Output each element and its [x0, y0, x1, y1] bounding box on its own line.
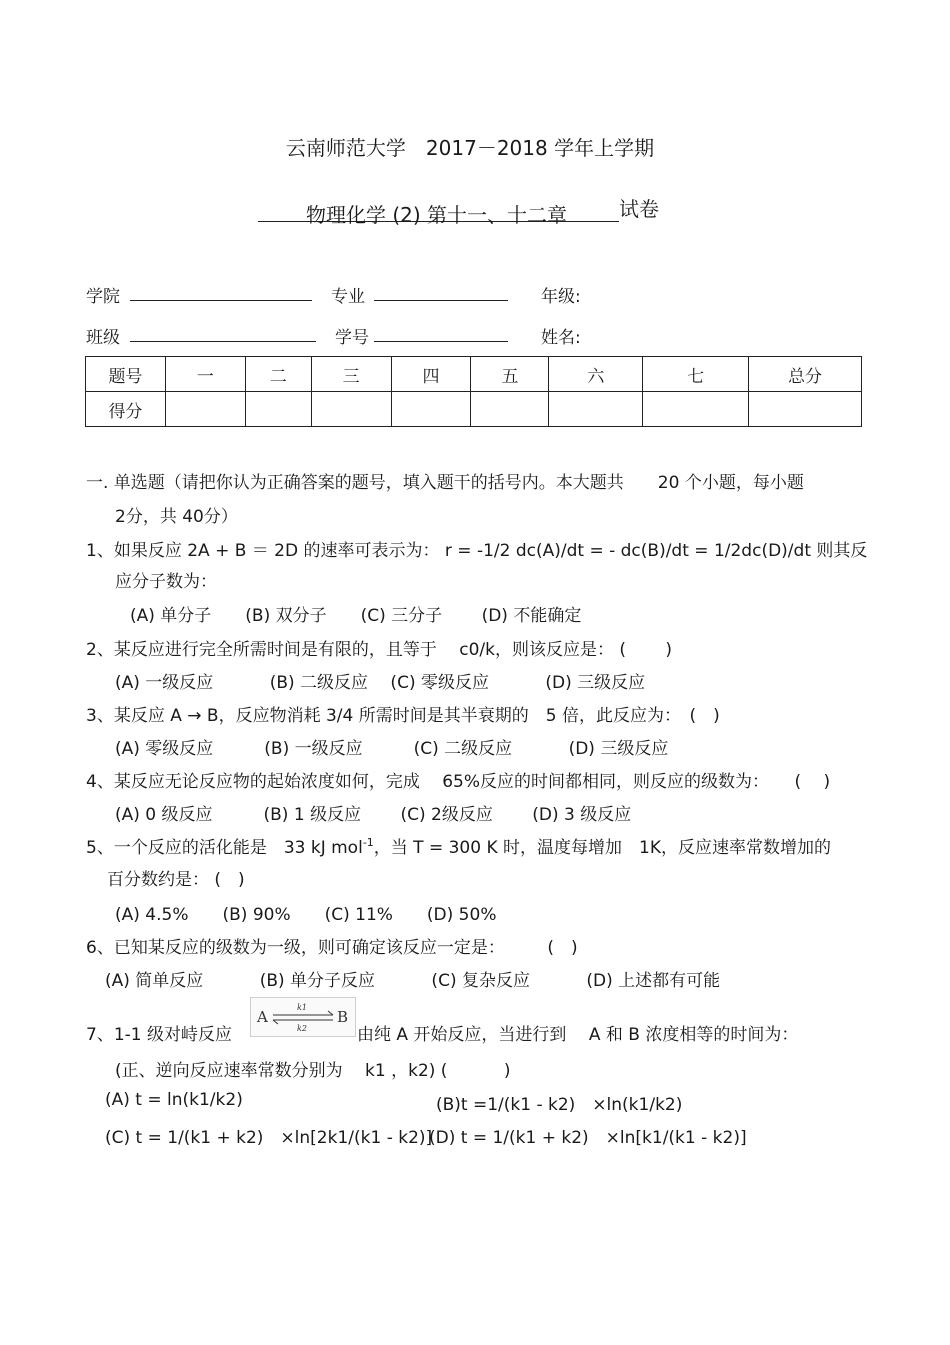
q7-stem-suffix: 由纯 A 开始反应，当进行到 A 和 B 浓度相等的时间为： [357, 1025, 799, 1045]
section-intro-line2: 2分，共 40分） [115, 507, 238, 527]
q5-exponent: -1 [362, 836, 374, 849]
college-label: 学院 [86, 287, 120, 307]
score-cell[interactable] [471, 392, 549, 427]
reaction-arrow-icon [251, 998, 355, 1036]
q6-stem: 6、已知某反应的级数为一级，则可确定该反应一定是： ( ) [86, 938, 578, 958]
score-cell[interactable] [391, 392, 471, 427]
name-label: 姓名: [541, 328, 581, 348]
title-suffix: 试卷 [619, 197, 660, 221]
score-header-cell: 一 [165, 357, 245, 392]
k-forward-label: k1 [297, 1003, 307, 1012]
score-cell[interactable] [549, 392, 643, 427]
score-header-cell: 六 [549, 357, 643, 392]
score-cell[interactable] [643, 392, 749, 427]
class-label: 班级 [86, 328, 120, 348]
exam-header: 云南师范大学 2017－2018 学年上学期 [285, 136, 655, 160]
score-header-cell: 二 [245, 357, 311, 392]
score-value-row [86, 392, 862, 427]
q7-stem-cont: (正、逆向反应速率常数分别为 k1 ，k2) ( ) [115, 1061, 511, 1081]
score-header-cell: 三 [311, 357, 391, 392]
q4-options: (A) 0 级反应 (B) 1 级反应 (C) 2级反应 (D) 3 级反应 [115, 805, 632, 825]
q7-stem-prefix: 7、1-1 级对峙反应 [86, 1025, 232, 1045]
score-cell[interactable] [245, 392, 311, 427]
score-header-row [86, 357, 862, 392]
q7-option-b: (B)t =1/(k1 - k2) ×ln(k1/k2) [436, 1095, 683, 1115]
major-label: 专业 [331, 287, 365, 307]
q3-options: (A) 零级反应 (B) 一级反应 (C) 二级反应 (D) 三级反应 [115, 739, 669, 759]
score-header-cell: 四 [391, 357, 471, 392]
reversible-reaction-image [250, 997, 356, 1037]
q1-stem-cont: 应分子数为： [115, 572, 217, 592]
q5-stem [86, 833, 831, 858]
q2-stem: 2、某反应进行完全所需时间是有限的，且等于 c0/k，则该反应是： ( ) [86, 640, 673, 660]
k-backward-label: k2 [297, 1024, 307, 1033]
title-blank-left [258, 199, 306, 222]
score-cell[interactable] [311, 392, 391, 427]
score-header-cell: 五 [471, 357, 549, 392]
class-field[interactable] [130, 340, 316, 342]
q4-stem: 4、某反应无论反应物的起始浓度如何，完成 65%反应的时间都相同，则反应的级数为： ( ) [86, 772, 831, 792]
q7-option-d: (D) t = 1/(k1 + k2) ×ln[k1/(k1 - k2)] [429, 1128, 747, 1148]
q6-options: (A) 简单反应 (B) 单分子反应 (C) 复杂反应 (D) 上述都有可能 [105, 971, 721, 991]
reactant-label: A [257, 1008, 268, 1026]
course-name: 物理化学 (2) 第十一、十二章 [306, 199, 567, 222]
q7-option-c: (C) t = 1/(k1 + k2) ×ln[2k1/(k1 - k2)] [105, 1128, 433, 1148]
q3-stem: 3、某反应 A → B，反应物消耗 3/4 所需时间是其半衰期的 5 倍，此反应为： ( ) [86, 706, 720, 726]
product-label: B [337, 1008, 349, 1026]
title-blank-right [567, 199, 619, 222]
score-header-cell: 题号 [86, 357, 166, 392]
q2-options: (A) 一级反应 (B) 二级反应 (C) 零级反应 (D) 三级反应 [115, 673, 646, 693]
exam-title [258, 193, 660, 227]
grade-label: 年级: [541, 287, 581, 307]
score-cell[interactable] [749, 392, 862, 427]
q7-option-a: (A) t = ln(k1/k2) [105, 1090, 243, 1110]
q5-stem-a: 5、一个反应的活化能是 33 kJ mol [86, 838, 363, 858]
q5-stem-b: ，当 T = 300 K 时，温度每增加 1K，反应速率常数增加的 [373, 838, 831, 858]
major-field[interactable] [374, 299, 508, 301]
q5-options: (A) 4.5% (B) 90% (C) 11% (D) 50% [115, 905, 497, 925]
student-no-label: 学号 [335, 328, 369, 348]
q5-stem-cont: 百分数约是： ( ) [107, 870, 245, 890]
q1-stem: 1、如果反应 2A + B ＝ 2D 的速率可表示为： r = -1/2 dc(A)/dt = - dc(B)/dt = 1/2dc(D)/dt 则其反 [86, 541, 868, 561]
q1-options: (A) 单分子 (B) 双分子 (C) 三分子 (D) 不能确定 [130, 606, 582, 626]
section-intro-line1: 一. 单选题（请把你认为正确答案的题号，填入题干的括号内。本大题共 20 个小题，每小题 [86, 473, 804, 493]
student-no-field[interactable] [374, 340, 508, 342]
score-header-cell: 七 [643, 357, 749, 392]
score-cell[interactable] [165, 392, 245, 427]
score-table [85, 356, 862, 427]
score-header-cell: 总分 [749, 357, 862, 392]
college-field[interactable] [130, 299, 312, 301]
score-row-label: 得分 [86, 392, 166, 427]
